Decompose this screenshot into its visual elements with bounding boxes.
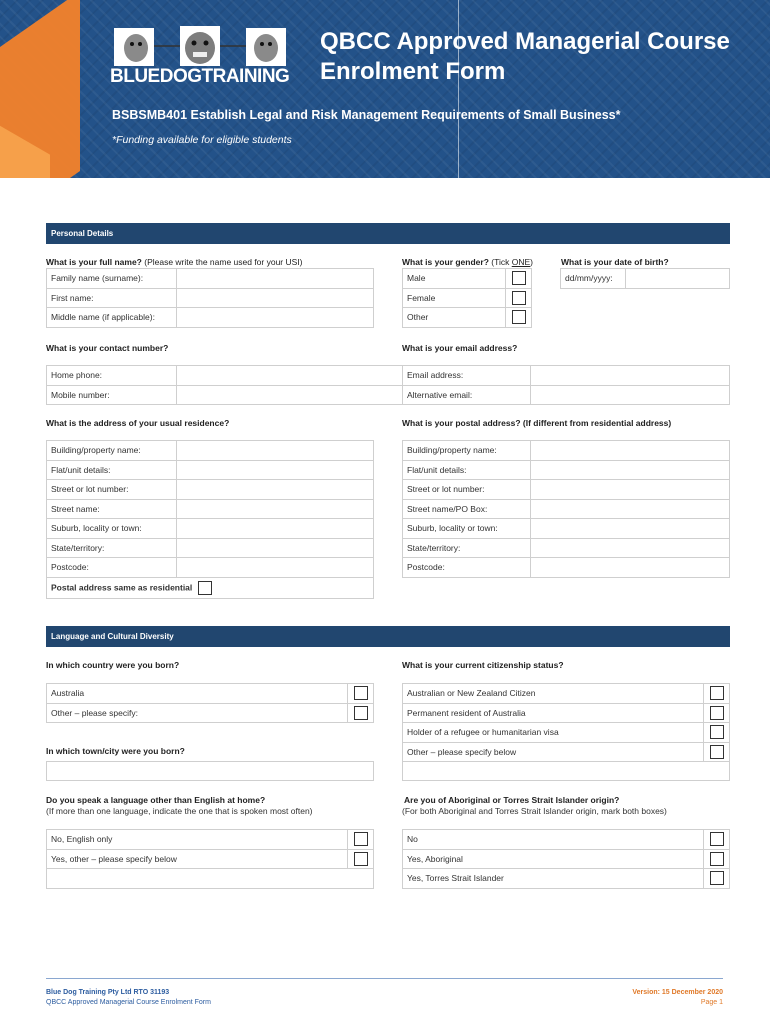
gender-female-label: Female [403, 288, 506, 308]
language-note: (If more than one language, indicate the one that is spoken most often) [46, 806, 313, 816]
page-title: QBCC Approved Managerial Course Enrolment Form [320, 28, 730, 85]
origin-tsi-label: Yes, Torres Strait Islander [403, 869, 704, 889]
residence-table [46, 440, 374, 599]
post-building-label: Building/property name: [403, 441, 531, 461]
post-flat-input[interactable] [531, 460, 730, 480]
res-street-number-input[interactable] [177, 480, 374, 500]
home-phone-label: Home phone: [47, 366, 177, 386]
gender-male-checkbox[interactable] [512, 271, 526, 285]
email-question: What is your email address? [402, 343, 518, 353]
res-street-name-label: Street name: [47, 499, 177, 519]
origin-question: Are you of Aboriginal or Torres Strait Islander origin? [404, 795, 620, 805]
citizen-au-nz-label: Australian or New Zealand Citizen [403, 684, 704, 704]
res-building-input[interactable] [177, 441, 374, 461]
funding-note: *Funding available for eligible students [112, 134, 292, 146]
gender-question: What is your gender? (Tick ONE) [402, 257, 533, 267]
postal-table [402, 440, 730, 578]
post-street-name-label: Street name/PO Box: [403, 499, 531, 519]
born-australia-label: Australia [47, 684, 348, 704]
section-personal-details: Personal Details [46, 223, 730, 244]
postal-same-label: Postal address same as residential [51, 581, 193, 592]
lang-other-checkbox[interactable] [354, 852, 368, 866]
born-country-question: In which country were you born? [46, 660, 180, 670]
dob-table [560, 268, 730, 289]
res-state-input[interactable] [177, 538, 374, 558]
citizen-other-label: Other – please specify below [403, 742, 704, 762]
lang-other-input[interactable] [47, 869, 374, 889]
post-state-label: State/territory: [403, 538, 531, 558]
citizen-other-input[interactable] [402, 761, 730, 781]
first-name-label: First name: [47, 288, 177, 308]
born-australia-checkbox[interactable] [354, 686, 368, 700]
mobile-label: Mobile number: [47, 385, 177, 405]
origin-table [402, 829, 730, 889]
footer-page-number: Page 1 [700, 999, 723, 1006]
postal-question: What is your postal address? (If different from residential address) [402, 418, 672, 428]
citizen-pr-checkbox[interactable] [710, 706, 724, 720]
citizen-pr-label: Permanent resident of Australia [403, 703, 704, 723]
post-postcode-input[interactable] [531, 558, 730, 578]
alt-email-label: Alternative email: [403, 385, 531, 405]
post-street-number-input[interactable] [531, 480, 730, 500]
born-town-input[interactable] [46, 761, 374, 781]
origin-no-label: No [403, 830, 704, 850]
dob-label: dd/mm/yyyy: [561, 269, 626, 289]
language-table [46, 829, 374, 889]
contact-question: What is your contact number? [46, 343, 169, 353]
origin-aboriginal-label: Yes, Aboriginal [403, 849, 704, 869]
full-name-question: What is your full name? (Please write the name used for your USI) [46, 257, 303, 267]
born-other-label: Other – please specify: [47, 703, 348, 723]
middle-name-label: Middle name (if applicable): [47, 308, 177, 328]
footer-form-name: QBCC Approved Managerial Course Enrolment Form [46, 999, 211, 1006]
home-phone-input[interactable] [177, 366, 403, 386]
residence-question: What is the address of your usual residence? [46, 418, 230, 428]
contact-email-table [46, 365, 730, 405]
gender-table [402, 268, 532, 328]
citizen-refugee-checkbox[interactable] [710, 725, 724, 739]
gender-other-checkbox[interactable] [512, 310, 526, 324]
logo-text: BLUEDOGTRAINING [110, 66, 290, 87]
postal-same-checkbox[interactable] [198, 581, 212, 595]
gender-other-label: Other [403, 308, 506, 328]
born-town-question: In which town/city were you born? [46, 746, 185, 756]
postal-same-row [47, 577, 374, 598]
mobile-input[interactable] [177, 385, 403, 405]
gender-male-label: Male [403, 269, 506, 289]
post-state-input[interactable] [531, 538, 730, 558]
footer-version: Version: 15 December 2020 [632, 989, 723, 996]
post-street-number-label: Street or lot number: [403, 480, 531, 500]
email-input[interactable] [531, 366, 730, 386]
origin-no-checkbox[interactable] [710, 832, 724, 846]
family-name-label: Family name (surname): [47, 269, 177, 289]
citizenship-question: What is your current citizenship status? [402, 660, 564, 670]
post-postcode-label: Postcode: [403, 558, 531, 578]
family-name-input[interactable] [177, 269, 374, 289]
email-label: Email address: [403, 366, 531, 386]
post-suburb-label: Suburb, locality or town: [403, 519, 531, 539]
section-language-cultural: Language and Cultural Diversity [46, 626, 730, 647]
origin-note: (For both Aboriginal and Torres Strait Islander origin, mark both boxes) [402, 806, 667, 816]
res-street-number-label: Street or lot number: [47, 480, 177, 500]
born-other-checkbox[interactable] [354, 706, 368, 720]
res-flat-input[interactable] [177, 460, 374, 480]
res-postcode-label: Postcode: [47, 558, 177, 578]
course-subtitle: BSBSMB401 Establish Legal and Risk Management Requirements of Small Business* [112, 108, 621, 122]
dob-question: What is your date of birth? [561, 257, 669, 267]
dob-input[interactable] [626, 269, 730, 289]
res-flat-label: Flat/unit details: [47, 460, 177, 480]
post-building-input[interactable] [531, 441, 730, 461]
lang-english-only-checkbox[interactable] [354, 832, 368, 846]
citizen-au-nz-checkbox[interactable] [710, 686, 724, 700]
origin-aboriginal-checkbox[interactable] [710, 852, 724, 866]
gender-female-checkbox[interactable] [512, 291, 526, 305]
res-building-label: Building/property name: [47, 441, 177, 461]
alt-email-input[interactable] [531, 385, 730, 405]
middle-name-input[interactable] [177, 308, 374, 328]
first-name-input[interactable] [177, 288, 374, 308]
born-country-table [46, 683, 374, 723]
res-state-label: State/territory: [47, 538, 177, 558]
lang-english-only-label: No, English only [47, 830, 348, 850]
res-street-name-input[interactable] [177, 499, 374, 519]
footer-divider [46, 978, 723, 979]
citizen-other-checkbox[interactable] [710, 745, 724, 759]
page-header [0, 0, 770, 178]
citizen-refugee-label: Holder of a refugee or humanitarian visa [403, 723, 704, 743]
post-flat-label: Flat/unit details: [403, 460, 531, 480]
lang-other-label: Yes, other – please specify below [47, 849, 348, 869]
origin-tsi-checkbox[interactable] [710, 871, 724, 885]
full-name-table [46, 268, 374, 328]
res-postcode-input[interactable] [177, 558, 374, 578]
citizenship-table [402, 683, 730, 762]
footer-company: Blue Dog Training Pty Ltd RTO 31193 [46, 989, 170, 996]
res-suburb-label: Suburb, locality or town: [47, 519, 177, 539]
language-question: Do you speak a language other than English at home? [46, 795, 266, 805]
post-suburb-input[interactable] [531, 519, 730, 539]
res-suburb-input[interactable] [177, 519, 374, 539]
post-street-name-input[interactable] [531, 499, 730, 519]
